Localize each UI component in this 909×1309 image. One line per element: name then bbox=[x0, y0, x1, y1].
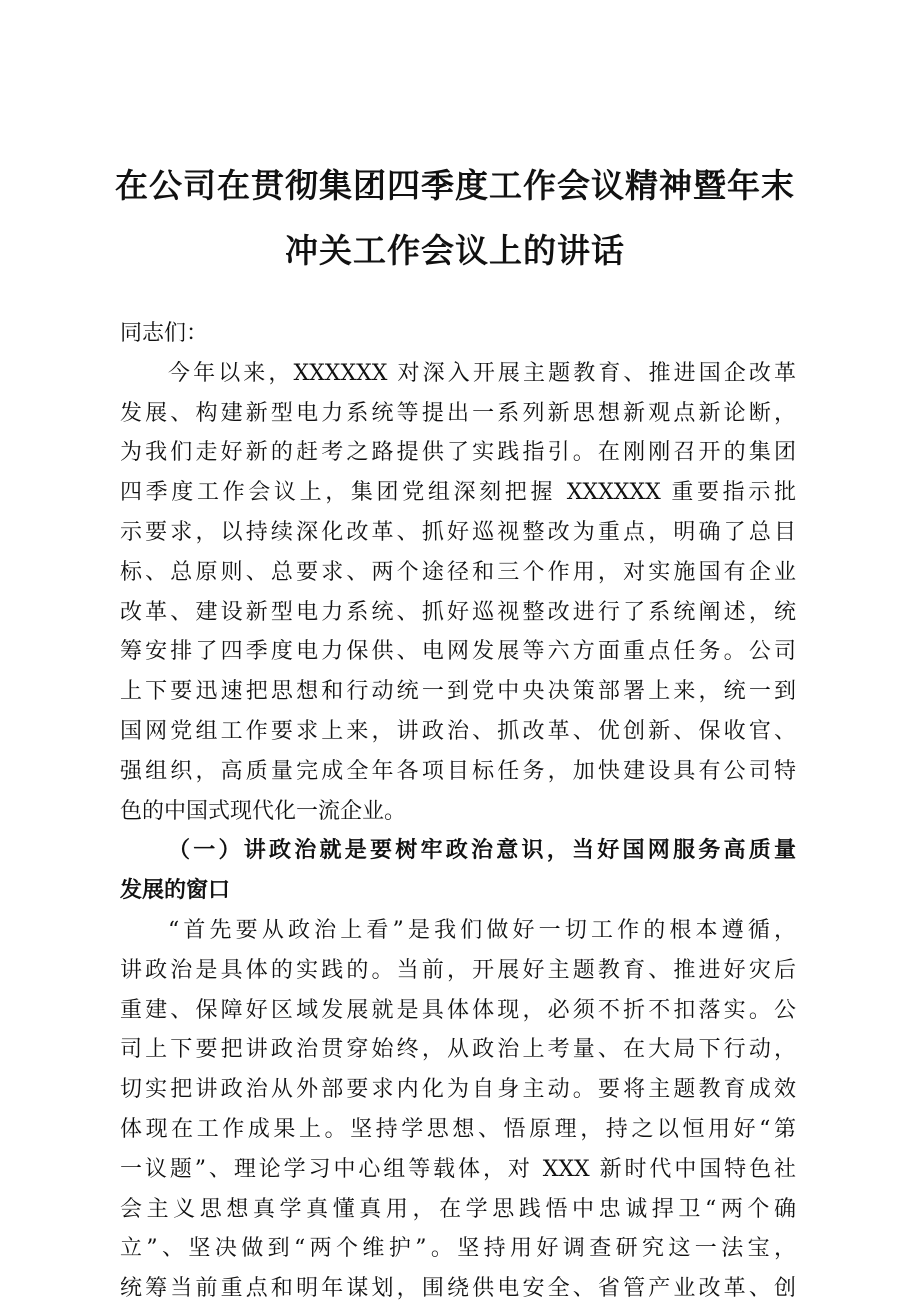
paragraph-line: 示要求，以持续深化改革、抓好巡视整改为重点，明确了总目 bbox=[120, 519, 796, 545]
paragraph-line: 讲政治是具体的实践的。当前，开展好主题教育、推进好灾后 bbox=[120, 957, 796, 983]
paragraph-line: 为我们走好新的赶考之路提供了实践指引。在刚刚召开的集团 bbox=[120, 440, 796, 466]
section-heading-line: 发展的窗口 bbox=[120, 877, 231, 904]
paragraph-line: 发展、构建新型电力系统等提出一系列新思想新观点新论断， bbox=[120, 400, 796, 426]
paragraph-1 bbox=[120, 354, 796, 832]
section-heading-1 bbox=[120, 831, 796, 911]
paragraph-line: 标、总原则、总要求、两个途径和三个作用，对实施国有企业 bbox=[120, 559, 796, 585]
paragraph-line: 今年以来，XXXXXX 对深入开展主题教育、推进国企改革 bbox=[168, 360, 796, 386]
paragraph-line: 司上下要把讲政治贯穿始终，从政治上考量、在大局下行动， bbox=[120, 1037, 796, 1063]
paragraph-line: 上下要迅速把思想和行动统一到党中央决策部署上来，统一到 bbox=[120, 679, 796, 705]
document-title-line-1: 在公司在贯彻集团四季度工作会议精神暨年末 bbox=[115, 166, 795, 205]
paragraph-2 bbox=[120, 911, 796, 1309]
document-title-line-2: 冲关工作会议上的讲话 bbox=[285, 231, 625, 270]
document-body bbox=[120, 314, 796, 1309]
paragraph-line: 立”、坚决做到“两个维护”。坚持用好调查研究这一法宝， bbox=[120, 1236, 796, 1262]
paragraph-line: “首先要从政治上看”是我们做好一切工作的根本遵循， bbox=[168, 917, 796, 943]
paragraph-line: 筹安排了四季度电力保供、电网发展等六方面重点任务。公司 bbox=[120, 639, 796, 665]
paragraph-line: 国网党组工作要求上来，讲政治、抓改革、优创新、保收官、 bbox=[120, 718, 796, 744]
paragraph-line: 改革、建设新型电力系统、抓好巡视整改进行了系统阐述，统 bbox=[120, 599, 796, 625]
paragraph-line: 切实把讲政治从外部要求内化为自身主动。要将主题教育成效 bbox=[120, 1077, 796, 1103]
paragraph-line: 会主义思想真学真懂真用，在学思践悟中忠诚捍卫“两个确 bbox=[120, 1196, 796, 1222]
paragraph-line: 体现在工作成果上。坚持学思想、悟原理，持之以恒用好“第 bbox=[120, 1116, 796, 1142]
paragraph-line: 强组织，高质量完成全年各项目标任务，加快建设具有公司特 bbox=[120, 758, 796, 784]
paragraph-line: 色的中国式现代化一流企业。 bbox=[120, 798, 407, 824]
greeting: 同志们： bbox=[120, 321, 209, 346]
paragraph-line: 四季度工作会议上，集团党组深刻把握 XXXXXX 重要指示批 bbox=[120, 480, 796, 506]
paragraph-line: 一议题”、理论学习中心组等载体，对 XXX 新时代中国特色社 bbox=[120, 1156, 796, 1182]
section-heading-line: （一）讲政治就是要树牢政治意识，当好国网服务高质量 bbox=[168, 837, 796, 864]
paragraph-line: 统筹当前重点和明年谋划，围绕供电安全、省管产业改革、创 bbox=[120, 1276, 796, 1302]
paragraph-line: 重建、保障好区域发展就是具体体现，必须不折不扣落实。公 bbox=[120, 997, 796, 1023]
